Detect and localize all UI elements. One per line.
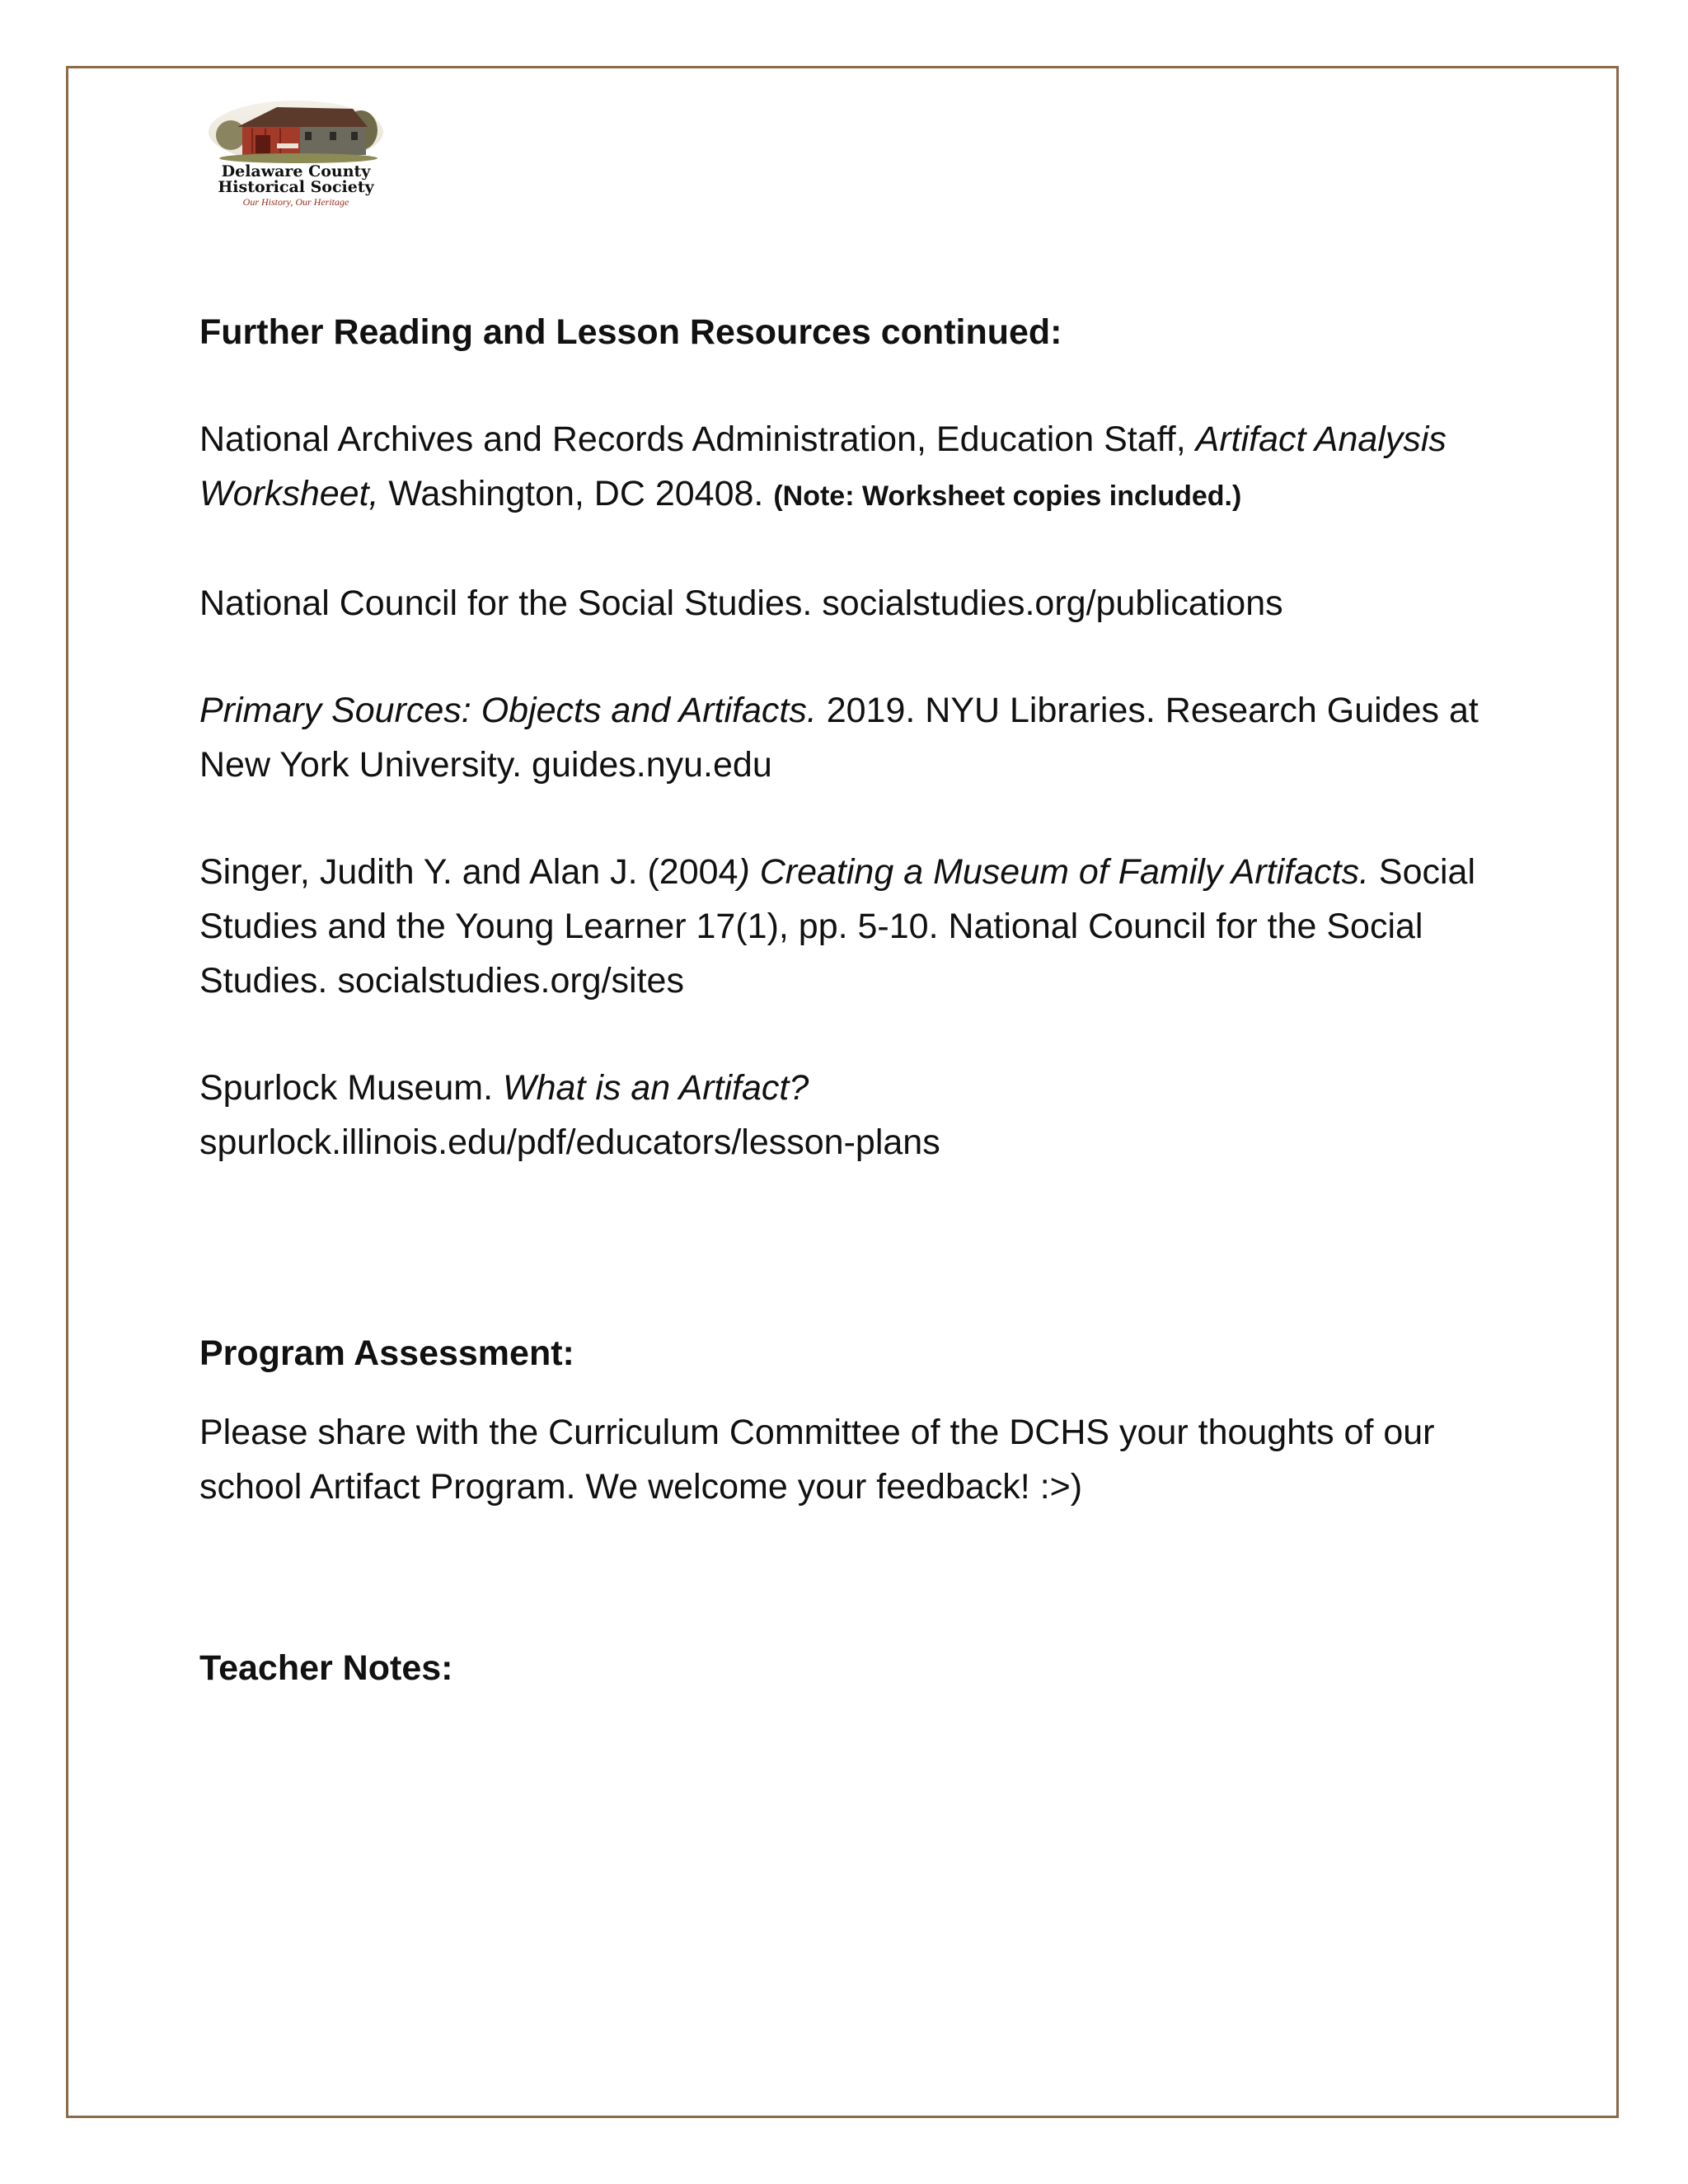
logo-tagline: Our History, Our Heritage [242, 196, 349, 208]
entry-title: Primary Sources: Objects and Artifacts. [199, 691, 817, 730]
logo-title-line2: Historical Society [218, 178, 374, 196]
barn-image [206, 97, 386, 163]
entry-url: spurlock.illinois.edu/pdf/educators/lesson-plans [199, 1122, 940, 1162]
entry-text: National Archives and Records Administration, Education Staff, [199, 419, 1196, 459]
assessment-body: Please share with the Curriculum Committee of the DCHS your thoughts of our school Artifact Program. We welcome your feedback! :>) [199, 1413, 1435, 1507]
entry-text: National Council for the Social Studies. socialstudies.org/publications [199, 583, 1283, 623]
resources-heading: Further Reading and Lesson Resources continued: [199, 312, 1062, 352]
teacher-notes-heading: Teacher Notes: [199, 1648, 453, 1688]
document-body [199, 305, 1485, 1695]
entry-text: Social Studies and the Young Learner 17(1), pp. 5-10. National Council for the Social Studies. socialstudies.org/sites [199, 852, 1476, 1001]
logo-title-line1: Delaware County [221, 162, 371, 180]
resource-entry-national-archives [199, 412, 1485, 523]
entry-text: Washington, DC 20408. [378, 474, 774, 513]
entry-title: ) Creating a Museum of Family Artifacts. [738, 852, 1369, 892]
entry-title: What is an Artifact? [503, 1068, 809, 1108]
entry-title: Artifact Analysis Worksheet, [199, 419, 1447, 513]
resource-entry-nyu [199, 683, 1485, 792]
assessment-heading: Program Assessment: [199, 1333, 574, 1373]
resource-entry-spurlock [199, 1061, 1485, 1169]
entry-text: 2019. NYU Libraries. Research Guides at New York University. guides.nyu.edu [199, 691, 1479, 785]
dchs-logo [206, 97, 386, 213]
entry-text: Singer, Judith Y. and Alan J. (2004 [199, 852, 738, 892]
resource-entry-ncss [199, 576, 1485, 630]
entry-text: Spurlock Museum. [199, 1068, 504, 1108]
resource-entry-singer [199, 845, 1485, 1008]
worksheet-note: (Note: Worksheet copies included.) [773, 480, 1242, 512]
